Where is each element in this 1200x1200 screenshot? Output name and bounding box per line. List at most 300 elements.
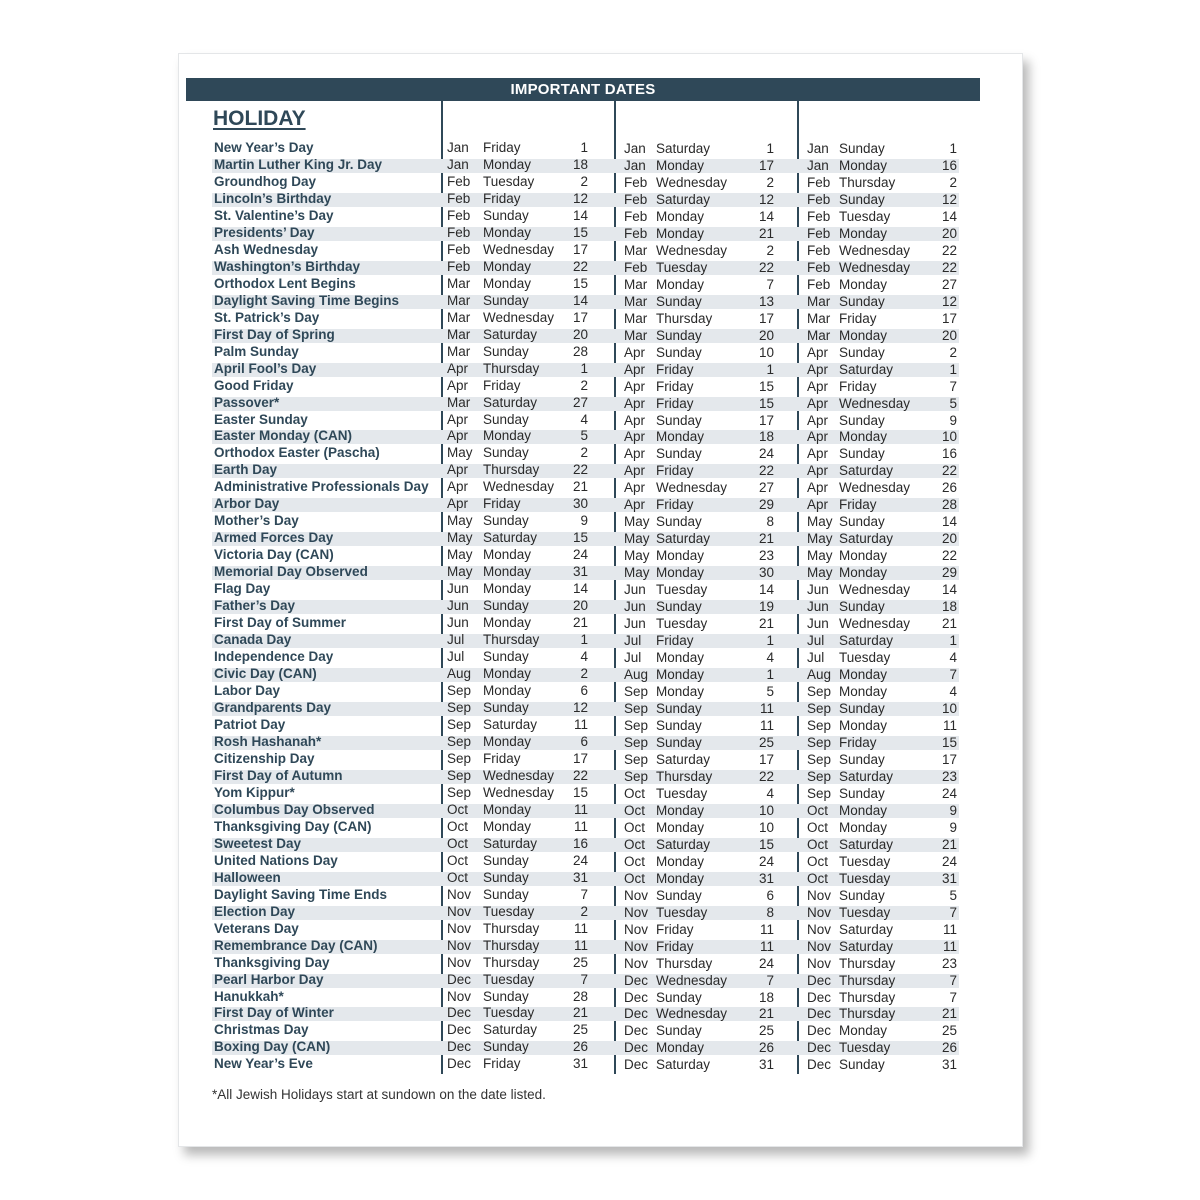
date-day: 17: [941, 310, 957, 326]
holiday-name: Canada Day: [214, 632, 292, 648]
date-day: 7: [949, 972, 957, 988]
date-day: 1: [580, 632, 588, 648]
date-weekday: Wednesday: [483, 479, 555, 495]
date-day: 1: [949, 141, 957, 156]
date-month: Sep: [624, 701, 649, 716]
date-day: 10: [758, 802, 774, 818]
date-weekday: Monday: [839, 225, 888, 241]
date-weekday: Tuesday: [656, 904, 708, 920]
date-month: Jan: [447, 156, 469, 172]
date-weekday: Tuesday: [483, 1005, 535, 1021]
date-weekday: Sunday: [483, 598, 529, 614]
date-month: Sep: [624, 751, 649, 767]
holiday-name: Patriot Day: [214, 716, 286, 732]
date-month: Jan: [447, 140, 469, 155]
date-weekday: Sunday: [483, 411, 529, 427]
holiday-name: Labor Day: [214, 683, 281, 699]
date-weekday: Tuesday: [483, 173, 535, 189]
date-weekday: Sunday: [839, 344, 885, 360]
date-day: 12: [941, 191, 957, 207]
date-day: 6: [766, 887, 774, 903]
date-month: Oct: [624, 836, 646, 852]
date-weekday: Sunday: [839, 293, 885, 309]
date-day: 15: [572, 224, 588, 240]
date-weekday: Monday: [656, 429, 705, 445]
date-day: 7: [949, 989, 957, 1005]
date-day: 22: [572, 767, 588, 783]
date-day: 22: [941, 259, 957, 275]
date-day: 17: [572, 241, 588, 257]
date-day: 11: [759, 938, 774, 954]
date-month: Oct: [624, 802, 646, 818]
date-weekday: Tuesday: [483, 903, 535, 919]
date-day: 16: [572, 835, 588, 851]
date-day: 22: [758, 259, 774, 275]
date-weekday: Monday: [839, 802, 888, 818]
date-month: Dec: [807, 1040, 832, 1056]
date-day: 13: [758, 293, 774, 309]
holiday-name: Father’s Day: [214, 598, 296, 614]
date-day: 31: [758, 1057, 774, 1073]
holiday-name: April Fool’s Day: [214, 360, 317, 376]
date-day: 9: [949, 819, 957, 835]
date-month: Nov: [807, 938, 832, 954]
date-weekday: Monday: [483, 666, 532, 682]
date-day: 4: [766, 650, 774, 666]
holiday-name: New Year’s Day: [214, 140, 314, 155]
date-weekday: Thursday: [483, 920, 540, 936]
date-weekday: Friday: [483, 496, 521, 512]
date-weekday: Wednesday: [839, 259, 911, 275]
date-day: 22: [572, 462, 588, 478]
date-day: 31: [572, 869, 588, 885]
date-day: 2: [766, 242, 774, 258]
date-month: Apr: [807, 463, 829, 479]
date-day: 20: [758, 327, 774, 343]
date-weekday: Saturday: [656, 751, 711, 767]
date-day: 31: [941, 870, 957, 886]
date-month: Nov: [624, 887, 649, 903]
holiday-heading: HOLIDAY: [213, 107, 306, 130]
holiday-name: Boxing Day (CAN): [214, 1039, 331, 1055]
date-weekday: Friday: [656, 921, 694, 937]
date-weekday: Friday: [656, 938, 694, 954]
date-month: Apr: [624, 378, 646, 394]
date-day: 17: [758, 751, 774, 767]
date-day: 22: [758, 463, 774, 479]
date-day: 21: [758, 531, 774, 547]
date-day: 14: [572, 207, 588, 223]
date-month: Nov: [624, 921, 649, 937]
date-weekday: Monday: [839, 548, 888, 564]
date-month: Apr: [624, 412, 646, 428]
date-month: Dec: [447, 1056, 472, 1072]
date-weekday: Saturday: [839, 633, 894, 649]
date-weekday: Monday: [839, 276, 888, 292]
date-day: 24: [758, 955, 774, 971]
date-day: 2: [580, 445, 588, 461]
date-day: 17: [572, 750, 588, 766]
date-day: 14: [758, 208, 774, 224]
date-weekday: Sunday: [656, 701, 702, 716]
date-month: Oct: [807, 870, 829, 886]
date-day: 18: [758, 429, 774, 445]
date-month: May: [624, 514, 650, 530]
date-month: Feb: [624, 174, 648, 190]
date-day: 15: [758, 395, 774, 411]
date-month: Feb: [447, 258, 471, 274]
date-day: 16: [941, 446, 957, 462]
date-day: 15: [758, 836, 774, 852]
date-day: 11: [573, 937, 588, 953]
date-weekday: Monday: [839, 157, 888, 173]
date-weekday: Monday: [483, 801, 532, 817]
date-day: 21: [758, 225, 774, 241]
date-month: Dec: [447, 971, 472, 987]
holiday-name: Ash Wednesday: [214, 241, 319, 257]
holiday-name: St. Valentine’s Day: [214, 207, 334, 223]
date-day: 11: [573, 716, 588, 732]
holiday-name: First Day of Summer: [214, 615, 347, 631]
date-month: Oct: [807, 853, 829, 869]
date-day: 23: [941, 768, 957, 784]
date-day: 4: [949, 650, 957, 666]
date-day: 18: [572, 156, 588, 172]
date-month: Nov: [447, 988, 472, 1004]
date-weekday: Saturday: [656, 836, 711, 852]
date-month: Nov: [624, 938, 649, 954]
date-month: Feb: [807, 276, 831, 292]
date-day: 12: [758, 191, 774, 207]
date-weekday: Wednesday: [483, 309, 555, 325]
date-month: Nov: [447, 920, 472, 936]
date-month: Jul: [807, 633, 825, 649]
date-weekday: Friday: [839, 378, 877, 394]
date-weekday: Wednesday: [839, 582, 911, 598]
date-day: 1: [580, 140, 588, 155]
date-day: 17: [758, 157, 774, 173]
date-day: 27: [572, 394, 588, 410]
date-month: Feb: [447, 207, 471, 223]
date-weekday: Thursday: [839, 989, 896, 1005]
date-month: Nov: [624, 955, 649, 971]
date-month: Apr: [447, 496, 469, 512]
date-weekday: Friday: [483, 1056, 521, 1072]
date-weekday: Thursday: [656, 310, 713, 326]
date-month: Apr: [447, 462, 469, 478]
date-month: Nov: [807, 955, 832, 971]
date-weekday: Sunday: [483, 700, 529, 715]
date-day: 12: [572, 700, 588, 715]
date-month: May: [447, 564, 473, 580]
date-weekday: Wednesday: [839, 395, 911, 411]
date-weekday: Thursday: [483, 937, 540, 953]
date-weekday: Sunday: [839, 514, 885, 530]
date-weekday: Saturday: [483, 394, 538, 410]
date-month: Jan: [624, 141, 646, 156]
date-day: 18: [758, 989, 774, 1005]
date-month: Oct: [447, 801, 469, 817]
date-weekday: Monday: [656, 870, 705, 886]
date-day: 4: [949, 684, 957, 700]
date-day: 25: [758, 734, 774, 750]
date-month: Sep: [624, 717, 649, 733]
holiday-name: Sweetest Day: [214, 835, 302, 851]
date-month: Feb: [624, 259, 648, 275]
date-day: 23: [941, 955, 957, 971]
date-day: 25: [572, 954, 588, 970]
date-month: Dec: [447, 1022, 472, 1038]
date-day: 21: [572, 1005, 588, 1021]
date-weekday: Monday: [839, 429, 888, 445]
date-month: Nov: [807, 904, 832, 920]
date-month: Jun: [447, 598, 469, 614]
holiday-name: Rosh Hashanah*: [214, 733, 322, 749]
date-weekday: Tuesday: [839, 650, 891, 666]
date-weekday: Thursday: [839, 972, 896, 988]
date-weekday: Saturday: [656, 141, 711, 156]
date-day: 29: [941, 565, 957, 581]
date-day: 7: [580, 971, 588, 987]
date-month: Nov: [807, 921, 832, 937]
date-month: Oct: [807, 836, 829, 852]
date-month: Mar: [624, 242, 648, 258]
date-weekday: Monday: [656, 802, 705, 818]
date-day: 25: [572, 1022, 588, 1038]
date-weekday: Wednesday: [656, 242, 728, 258]
date-weekday: Sunday: [483, 207, 529, 223]
date-month: Aug: [624, 667, 649, 683]
date-month: Apr: [807, 446, 829, 462]
date-weekday: Sunday: [839, 887, 885, 903]
date-month: Jul: [447, 649, 465, 665]
holiday-name: Yom Kippur*: [214, 784, 295, 800]
date-day: 1: [766, 361, 774, 377]
date-weekday: Wednesday: [656, 1006, 728, 1022]
holiday-name: Mother’s Day: [214, 513, 299, 529]
date-month: Nov: [447, 886, 472, 902]
date-day: 22: [572, 258, 588, 274]
date-month: Feb: [807, 208, 831, 224]
date-day: 7: [949, 904, 957, 920]
date-month: Feb: [447, 190, 471, 206]
date-month: Dec: [624, 972, 649, 988]
date-day: 26: [758, 1040, 774, 1056]
date-day: 25: [941, 1023, 957, 1039]
date-month: Jun: [624, 582, 646, 598]
date-weekday: Thursday: [839, 955, 896, 971]
date-month: Mar: [624, 310, 648, 326]
date-month: Apr: [447, 377, 469, 393]
date-day: 14: [941, 208, 957, 224]
date-day: 10: [941, 701, 957, 716]
date-month: Oct: [447, 835, 469, 851]
date-weekday: Tuesday: [839, 853, 891, 869]
date-day: 2: [580, 666, 588, 682]
date-day: 27: [941, 276, 957, 292]
date-weekday: Sunday: [656, 1023, 702, 1039]
date-month: Mar: [447, 343, 471, 359]
date-day: 11: [573, 920, 588, 936]
date-weekday: Tuesday: [839, 208, 891, 224]
date-month: Dec: [807, 972, 832, 988]
date-month: Dec: [807, 989, 832, 1005]
date-day: 7: [949, 378, 957, 394]
date-day: 5: [766, 684, 774, 700]
holiday-name: Hanukkah*: [214, 988, 284, 1004]
date-day: 14: [572, 292, 588, 308]
date-weekday: Sunday: [483, 649, 529, 665]
date-weekday: Sunday: [656, 344, 702, 360]
date-month: Aug: [807, 667, 832, 683]
date-day: 17: [758, 412, 774, 428]
date-day: 10: [758, 344, 774, 360]
date-weekday: Friday: [656, 378, 694, 394]
date-day: 23: [758, 548, 774, 564]
date-month: Mar: [447, 275, 471, 291]
date-month: Jan: [624, 157, 646, 173]
holiday-name: Daylight Saving Time Begins: [214, 292, 400, 308]
date-day: 21: [941, 1006, 957, 1022]
date-month: Feb: [447, 224, 471, 240]
date-month: Apr: [624, 395, 646, 411]
date-month: Feb: [624, 191, 648, 207]
date-weekday: Tuesday: [656, 785, 708, 801]
date-day: 7: [766, 276, 774, 292]
date-day: 14: [941, 582, 957, 598]
holiday-name: Arbor Day: [214, 496, 280, 512]
date-day: 25: [758, 1023, 774, 1039]
date-day: 31: [572, 1056, 588, 1072]
date-day: 24: [941, 785, 957, 801]
date-month: Dec: [807, 1057, 832, 1073]
date-day: 20: [572, 326, 588, 342]
holiday-name: First Day of Spring: [214, 326, 335, 342]
date-weekday: Monday: [656, 157, 705, 173]
date-weekday: Thursday: [839, 1006, 896, 1022]
date-month: Apr: [807, 429, 829, 445]
date-weekday: Monday: [656, 565, 705, 581]
date-day: 11: [759, 921, 774, 937]
date-month: Feb: [807, 242, 831, 258]
date-weekday: Saturday: [483, 326, 538, 342]
date-month: Sep: [807, 785, 832, 801]
date-day: 2: [766, 174, 774, 190]
date-month: Jan: [807, 141, 829, 156]
date-weekday: Thursday: [656, 768, 713, 784]
date-weekday: Monday: [839, 565, 888, 581]
date-weekday: Saturday: [483, 1022, 538, 1038]
date-day: 2: [580, 173, 588, 189]
date-month: Apr: [447, 428, 469, 444]
date-day: 1: [766, 141, 774, 156]
date-day: 2: [949, 344, 957, 360]
date-day: 7: [949, 667, 957, 683]
holiday-name: Palm Sunday: [214, 343, 299, 359]
date-weekday: Monday: [483, 547, 532, 563]
holiday-name: Flag Day: [214, 581, 271, 597]
date-weekday: Monday: [656, 225, 705, 241]
date-month: Dec: [624, 1006, 649, 1022]
date-month: Nov: [807, 887, 832, 903]
date-weekday: Monday: [839, 667, 888, 683]
date-weekday: Sunday: [839, 191, 885, 207]
date-month: Dec: [807, 1023, 832, 1039]
date-month: Mar: [447, 326, 471, 342]
date-month: Jul: [447, 632, 465, 648]
date-month: Nov: [447, 954, 472, 970]
date-day: 2: [580, 377, 588, 393]
date-day: 15: [572, 784, 588, 800]
date-weekday: Saturday: [656, 1057, 711, 1073]
date-weekday: Tuesday: [483, 971, 535, 987]
date-day: 21: [758, 1006, 774, 1022]
date-month: Mar: [447, 292, 471, 308]
date-day: 20: [572, 598, 588, 614]
date-day: 11: [942, 921, 957, 937]
date-month: Nov: [447, 937, 472, 953]
date-month: May: [807, 548, 833, 564]
date-month: Mar: [807, 310, 831, 326]
holiday-name: New Year’s Eve: [214, 1056, 313, 1072]
date-month: Apr: [447, 360, 469, 376]
holiday-name: Thanksgiving Day (CAN): [214, 818, 372, 834]
date-month: May: [624, 548, 650, 564]
date-weekday: Sunday: [656, 514, 702, 530]
date-day: 1: [949, 361, 957, 377]
date-weekday: Monday: [839, 717, 888, 733]
date-day: 26: [572, 1039, 588, 1055]
holiday-name: Armed Forces Day: [214, 530, 334, 546]
date-day: 11: [573, 801, 588, 817]
date-weekday: Sunday: [483, 445, 529, 461]
date-month: Apr: [807, 480, 829, 496]
date-weekday: Sunday: [656, 412, 702, 428]
date-month: Dec: [447, 1005, 472, 1021]
date-month: Jul: [624, 633, 642, 649]
date-weekday: Monday: [656, 208, 705, 224]
date-month: Aug: [447, 666, 472, 682]
date-month: Oct: [807, 802, 829, 818]
holiday-name: Columbus Day Observed: [214, 801, 375, 817]
date-month: Sep: [447, 733, 472, 749]
date-month: Nov: [447, 903, 472, 919]
date-weekday: Wednesday: [483, 784, 555, 800]
date-day: 30: [758, 565, 774, 581]
holiday-name: Passover*: [214, 394, 280, 410]
date-month: Jun: [447, 581, 469, 597]
date-weekday: Sunday: [483, 852, 529, 868]
date-month: Sep: [447, 700, 472, 715]
date-weekday: Thursday: [656, 955, 713, 971]
date-month: Apr: [624, 361, 646, 377]
date-day: 15: [572, 275, 588, 291]
date-weekday: Monday: [483, 683, 532, 699]
date-month: Jun: [807, 599, 829, 615]
date-day: 11: [942, 717, 957, 733]
holiday-name: United Nations Day: [214, 852, 338, 868]
date-month: Oct: [447, 818, 469, 834]
date-weekday: Monday: [839, 684, 888, 700]
date-month: Mar: [624, 293, 648, 309]
date-day: 29: [758, 497, 774, 513]
date-month: Jul: [807, 650, 825, 666]
holiday-name: Easter Sunday: [214, 411, 308, 427]
date-month: Sep: [807, 734, 832, 750]
date-month: Sep: [624, 684, 649, 700]
date-weekday: Wednesday: [656, 480, 728, 496]
date-day: 21: [572, 479, 588, 495]
